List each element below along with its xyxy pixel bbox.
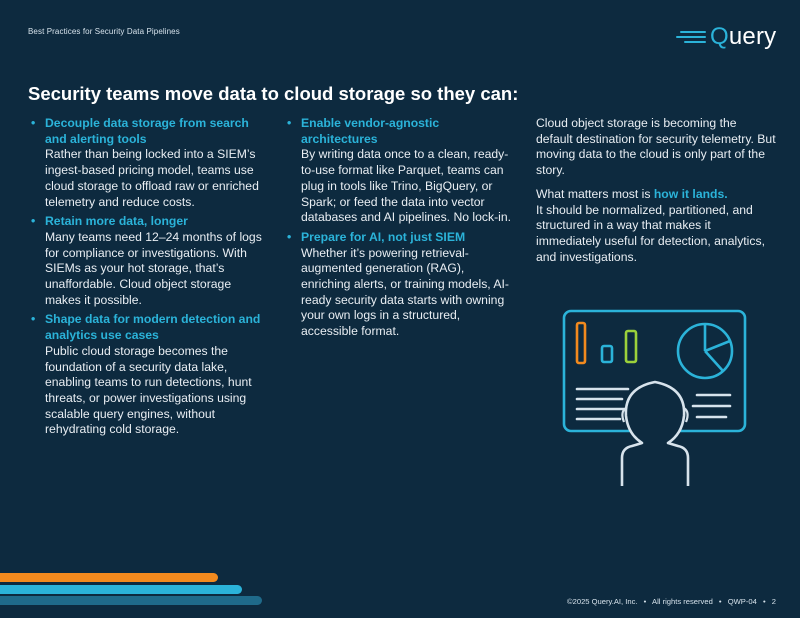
logo-lines-icon [676,26,712,48]
bullet-item [28,312,264,438]
logo-letters-rest: uery [728,23,777,50]
brand-logo [676,24,776,50]
emphasis-prefix: What matters most is [536,186,654,201]
column-2 [284,116,516,344]
footer-doc-code: QWP-04 [727,597,757,606]
bullet-item [28,214,264,308]
logo-text [710,24,776,50]
pie-chart-icon [678,324,732,378]
column-3 [536,116,776,273]
bullet-dot: • [31,312,36,327]
bar-chart-icon [577,323,636,363]
bullet-dot: • [287,116,292,130]
decorative-stripe-cyan [0,585,242,594]
bullet-body: Whether it’s powering retrieval-augmented generation (RAG), enriching alerts, or training models, AI-ready security data starts with owning your own logs in a structured, accessible format. [301,245,509,339]
intro-paragraph: Cloud object storage is becoming the default destination for security telemetry. But moving data to the cloud is only part of the story. [536,116,776,178]
bullet-title: Enable vendor-agnostic architectures [301,116,440,146]
person-at-dashboard-illustration [560,308,750,488]
person-silhouette [622,382,688,486]
text-lines-right [693,395,730,417]
bullet-body: Rather than being locked into a SIEM’s ingest-based pricing model, teams use cloud storage to offload raw or enriched telemetry and reduce costs. [45,147,259,209]
bullet-title: Decouple data storage from search and alerting tools [45,116,249,146]
bullet-item [284,116,516,226]
bullet-title: Retain more data, longer [45,214,188,229]
page-number: 2 [771,597,776,606]
column-1 [28,116,264,442]
page-headline: Security teams move data to cloud storage so they can: [28,83,519,104]
page-footer [567,597,776,606]
bullet-title: Shape data for modern detection and analytics use cases [45,312,261,343]
emphasis-rest: It should be normalized, partitioned, and structured in a way that makes it immediately useful for detection, analytics, and investigations. [536,202,765,264]
footer-separator: • [718,597,722,606]
bullet-dot: • [287,229,292,244]
footer-separator: • [643,597,647,606]
bullet-body: By writing data once to a clean, ready-to-use format like Parquet, teams can plug in tools like Trino, BigQuery, or Spark; or feed the data into vector databases and AI pipelines. No lock-in. [301,147,512,225]
bullet-body: Public cloud storage becomes the foundation of a security data lake, enabling teams to run detections, hunt threats, or power investigations using scalable query engines, without rehydrating cold storage. [45,343,252,437]
emphasis-paragraph [536,187,776,266]
bullet-dot: • [31,116,36,130]
bullet-dot: • [31,214,36,229]
footer-copyright: ©2025 Query.AI, Inc. [567,597,638,606]
bullet-body: Many teams need 12–24 months of logs for compliance or investigations. With SIEMs as your hot storage, that’s unaffordable. Cloud object storage makes it possible. [45,229,262,307]
footer-rights: All rights reserved [652,597,713,606]
bullet-item [28,116,264,210]
footer-separator: • [762,597,766,606]
decorative-stripe-dark [0,596,262,605]
document-subtitle: Best Practices for Security Data Pipelines [28,27,180,36]
emphasis-highlight: how it lands. [653,186,728,201]
logo-letter-q: Q [710,23,729,50]
bullet-title: Prepare for AI, not just SIEM [301,229,466,244]
bullet-item [284,230,516,340]
decorative-stripe-orange [0,573,218,582]
text-lines-left [577,389,628,419]
